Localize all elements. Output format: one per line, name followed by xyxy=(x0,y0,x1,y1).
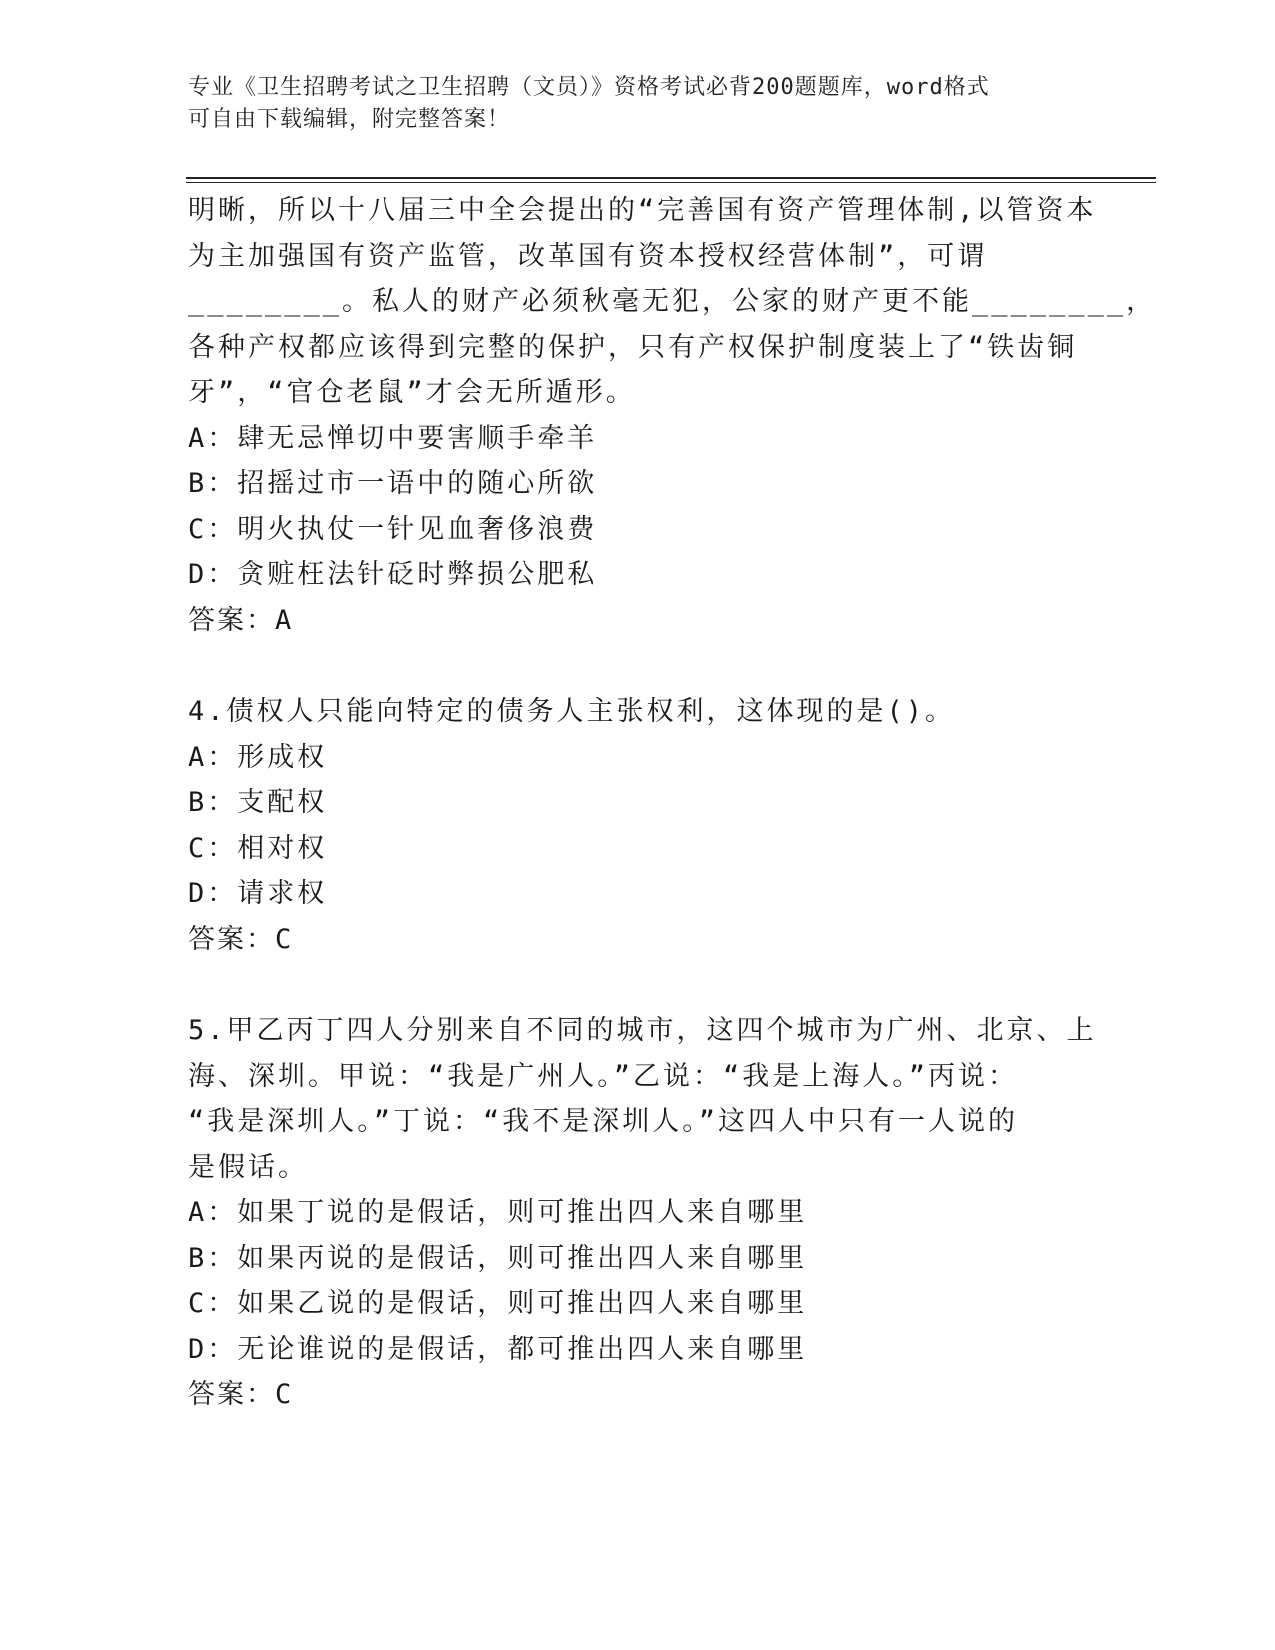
question-text-line: 5.甲乙丙丁四人分别来自不同的城市，这四个城市为广州、北京、上 xyxy=(188,1015,1097,1046)
question-4 xyxy=(188,689,1088,962)
question-text-line: 是假话。 xyxy=(188,1151,308,1183)
question-text-line: 海、深圳。甲说：“我是广州人。”乙说：“我是上海人。”丙说： xyxy=(188,1060,1019,1092)
header-line-2: 可自由下载编辑，附完整答案！ xyxy=(188,107,511,132)
option-a: A：形成权 xyxy=(188,741,328,773)
option-b: B：招摇过市一语中的随心所欲 xyxy=(188,468,598,499)
page-header xyxy=(188,72,1088,136)
question-5 xyxy=(188,1008,1097,1418)
option-c: C：如果乙说的是假话，则可推出四人来自哪里 xyxy=(188,1288,808,1319)
option-a: A：如果丁说的是假话，则可推出四人来自哪里 xyxy=(188,1197,808,1228)
spacer xyxy=(188,643,1088,689)
answer-line: 答案：A xyxy=(188,604,294,636)
option-b: B：支配权 xyxy=(188,787,328,818)
header-line-1: 专业《卫生招聘考试之卫生招聘（文员）》资格考试必背200题题库，word格式 xyxy=(188,75,990,100)
option-a: A：肆无忌惮切中要害顺手牵羊 xyxy=(188,422,598,454)
question-text-line: 明晰，所以十八届三中全会提出的“完善国有资产管理体制,以管资本 xyxy=(188,195,1097,226)
question-text-line: 各种产权都应该得到完整的保护，只有产权保护制度装上了“铁齿铜 xyxy=(188,331,1078,363)
option-d: D：请求权 xyxy=(188,878,328,909)
question-text-line: 为主加强国有资产监管，改革国有资本授权经营体制”，可谓 xyxy=(188,240,988,272)
option-b: B：如果丙说的是假话，则可推出四人来自哪里 xyxy=(188,1242,808,1274)
question-text-line: “我是深圳人。”丁说：“我不是深圳人。”这四人中只有一人说的 xyxy=(188,1106,1019,1137)
question-text-line: 4.债权人只能向特定的债务人主张权利，这体现的是()。 xyxy=(188,696,956,727)
spacer xyxy=(188,962,1088,1008)
question-text-line: ________。私人的财产必须秋毫无犯，公家的财产更不能________， xyxy=(188,286,1157,317)
option-c: C：明火执仗一针见血奢侈浪费 xyxy=(188,513,598,545)
option-d: D：无论谁说的是假话，都可推出四人来自哪里 xyxy=(188,1333,808,1365)
header-divider-thick xyxy=(186,177,1156,179)
option-c: C：相对权 xyxy=(188,832,328,864)
question-3 xyxy=(188,188,1157,643)
question-text-line: 牙”，“官仓老鼠”才会无所遁形。 xyxy=(188,377,636,408)
answer-line: 答案：C xyxy=(188,1379,294,1410)
header-divider-thin xyxy=(186,182,1156,183)
document-body xyxy=(188,188,1157,1418)
answer-line: 答案：C xyxy=(188,923,294,955)
option-d: D：贪赃枉法针砭时弊损公肥私 xyxy=(188,559,598,590)
